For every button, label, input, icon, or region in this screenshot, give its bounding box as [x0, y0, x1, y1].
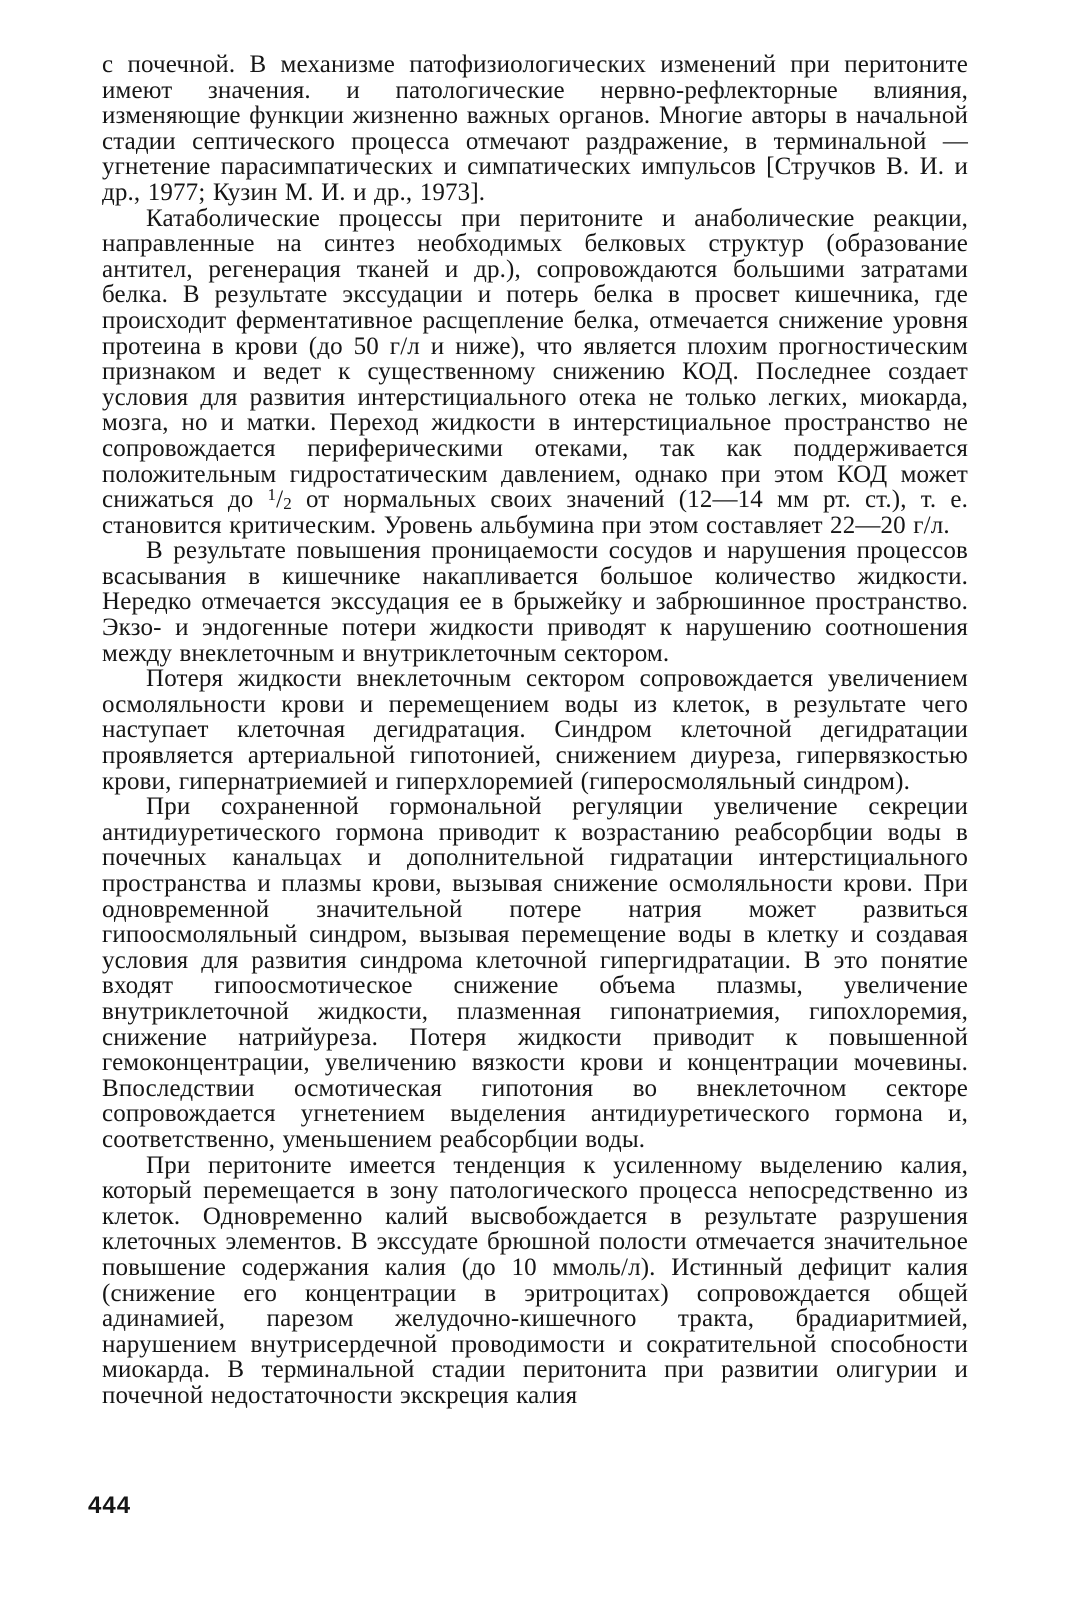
fraction-numerator: 1 — [267, 485, 277, 505]
paragraph-4: Потеря жидкости внеклеточным сектором сопровождается увеличением осмоляльности крови и перемещением воды из клеток, в результате чего наступает клеточная дегидратация. Синдром клеточной дегидратации проявляется артериальной гипотонией, снижением диуреза, гипервязкостью крови, гипернатриемией и гиперхлоремией (гиперосмоляльный синдром). — [102, 665, 968, 795]
paragraph-5: При сохраненной гормональной регуляции увеличение секреции антидиуретического гормона приводит к возрастанию реабсорбции воды в почечных канальцах и дополнительной гидратации интерстициального пространства и плазмы крови, вызывая снижение осмоляльности крови. При одновременной значительной потере натрия может развиться гипоосмоляльный синдром, вызывая перемещение воды в клетку и создавая условия для развития синдрома клеточной гипергидратации. В это понятие входят гипоосмотическое снижение объема плазмы, увеличение внутриклеточной жидкости, плазменная гипонатриемия, гипохлоремия, снижение натрийуреза. Потеря жидкости приводит к повышенной гемоконцентрации, увеличению вязкости крови и концентрации мочевины. Впоследствии осмотическая гипотония во внеклеточном секторе сопровождается угнетением выделения антидиуретического гормона и, соответственно, уменьшением реабсорбции воды. — [102, 793, 968, 1153]
paragraph-6: При перитоните имеется тенденция к усиленному выделению калия, который перемещается в зону патологического процесса непосредственно из клеток. Одновременно калий высвобождается в результате разрушения клеточных элементов. В экссудате брюшной полости отмечается значительное повышение содержания калия (до 10 ммоль/л). Истинный дефицит калия (снижение его концентрации в эритроцитах) сопровождается общей адинамией, парезом желудочно-кишечного тракта, брадиаритмией, нарушением внутрисердечной проводимости и сократительной способности миокарда. В терминальной стадии перитонита при развитии олигурии и почечной недостаточности экскреция калия — [102, 1151, 968, 1409]
fraction-denominator: 2 — [283, 494, 292, 514]
page-body — [102, 52, 968, 1408]
paragraph-3: В результате повышения проницаемости сосудов и нарушения процессов всасывания в кишечнике накапливается большое количество жидкости. Нередко отмечается экссудация ее в брыжейку и забрюшинное пространство. Экзо- и эндогенные потери жидкости приводят к нарушению соотношения между внеклеточным и внутриклеточным сектором. — [102, 537, 968, 667]
paragraph-2: Катаболические процессы при перитоните и анаболические реакции, направленные на синтез необходимых белковых структур (образование антител, регенерация тканей и др.), сопровождаются большими затратами белка. В результате экссудации и потерь белка в просвет кишечника, где происходит ферментативное расщепление белка, отмечается снижение уровня протеина в крови (до 50 г/л и ниже), что является плохим прогностическим признаком и ведет к существенному снижению КОД. Последнее создает условия для развития интерстициального отека не только легких, миокарда, мозга, но и матки. Переход жидкости в интерстициальное пространство не сопровождается периферическими отеками, так как поддерживается положительным гидростатическим давлением, однако при этом КОД может снижаться до $^1$/2 от нормальных своих значений (12—14 мм рт. ст.), т. е. становится критическим. Уровень альбумина при этом составляет 22—20 г/л. — [102, 204, 968, 539]
paragraph-2-text: Катаболические процессы при перитоните и анаболические реакции, направленные на синтез необходимых белковых структур (образование антител, регенерация тканей и др.), сопровождаются большими затратами белка. В результате экссудации и потерь белка в просвет кишечника, где происходит ферментативное расщепление белка, отмечается снижение уровня протеина в крови (до 50 г/л и ниже), что является плохим прогностическим признаком и ведет к существенному снижению КОД. Последнее создает условия для развития интерстициального отека не только легких, миокарда, мозга, но и матки. Переход жидкости в интерстициальное пространство не сопровождается периферическими отеками, так как поддерживается положительным гидростатическим давлением, однако при этом КОД может снижаться до — [102, 204, 968, 514]
paragraph-1: с почечной. В механизме патофизиологических изменений при перитоните имеют значения. и патологические нервно-рефлекторные влияния, изменяющие функции жизненно важных органов. Многие авторы в начальной стадии септического процесса отмечают раздражение, в терминальной — угнетение парасимпатических и симпатических импульсов [Стручков В. И. и др., 1977; Кузин М. И. и др., 1973]. — [102, 51, 968, 206]
page-number: 444 — [88, 1492, 132, 1519]
paragraph-2-tail: от нормальных своих значений (12—14 мм рт. ст.), т. е. становится критическим. Уровень альбумина при этом составляет 22—20 г/л. — [102, 486, 968, 539]
